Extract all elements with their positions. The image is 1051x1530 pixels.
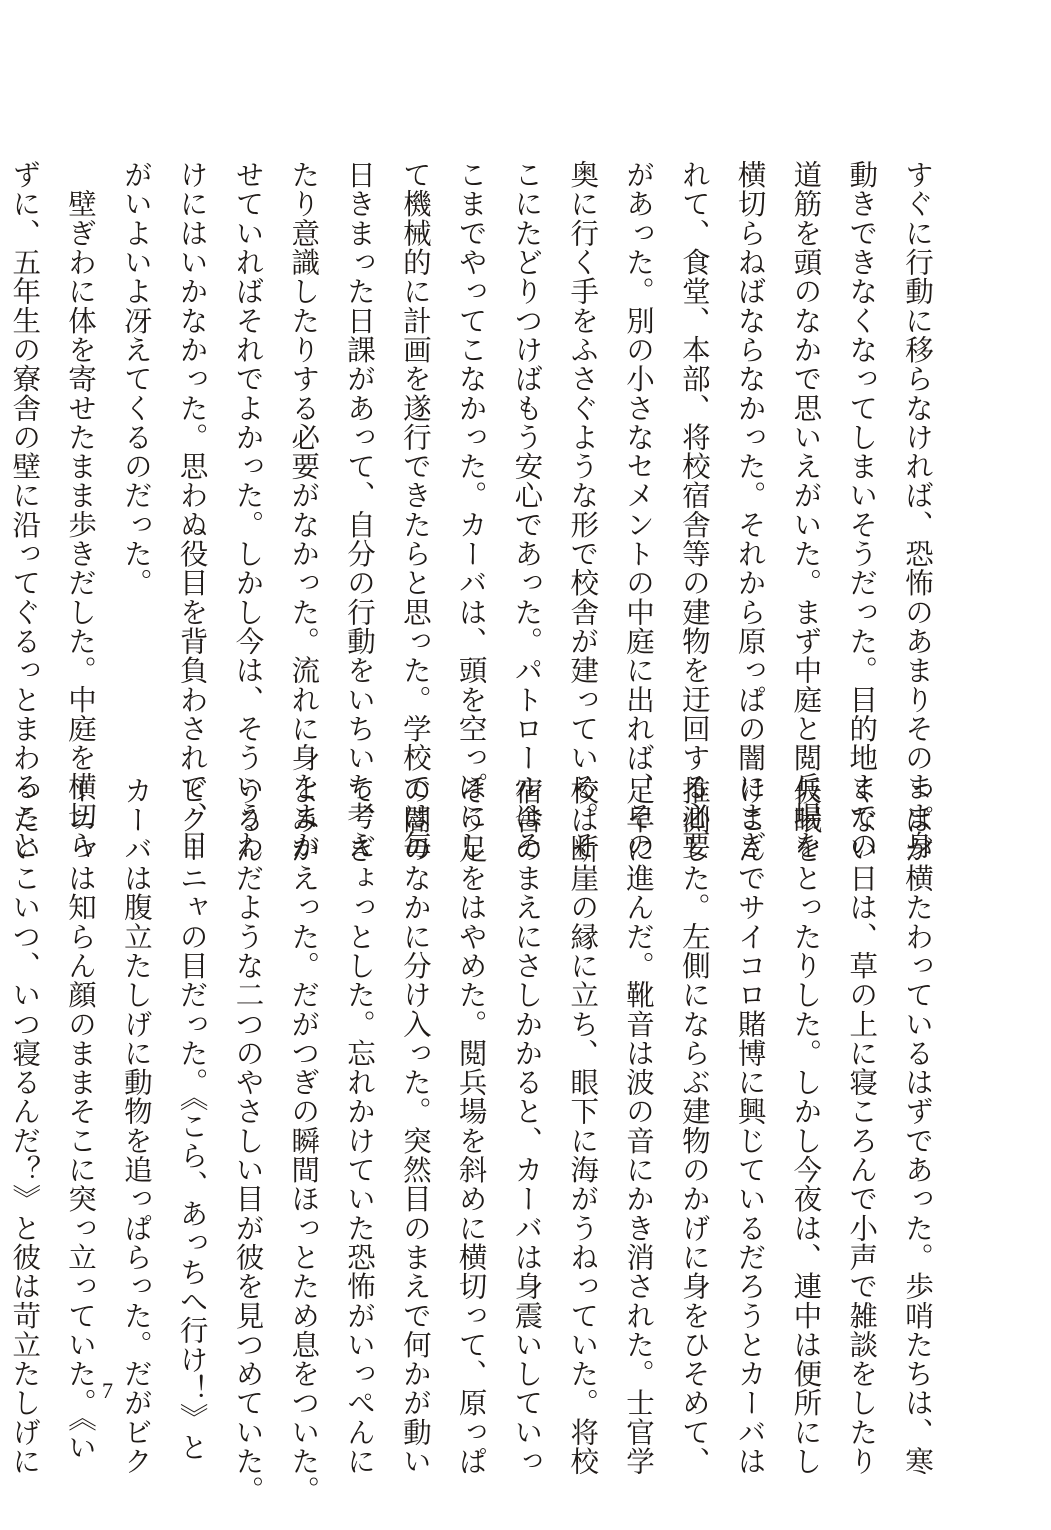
text-line: けにはいかなかった。思わぬ役目を背負わされて、目 [175, 160, 209, 860]
text-line: こにたどりつけばもう安心であった。パトロールはそ [510, 160, 544, 860]
text-line: けこんでサイコロ賭博に興じているだろうとカーバは [733, 776, 767, 1476]
text-line: て、ぎょっとした。忘れかけていた恐怖がいっぺんに [343, 776, 377, 1476]
lower-text-block [8, 776, 945, 1505]
text-line: 足早に進んだ。靴音は波の音にかき消された。士官学 [622, 776, 656, 1476]
text-line: せていればそれでよかった。しかし今は、そういうわ [231, 160, 265, 860]
text-line: っぱが横たわっているはずであった。歩哨たちは、寒 [901, 776, 934, 1476]
text-line: よみがえった。だがつぎの瞬間ほっとため息をついた。 [287, 776, 321, 1505]
upper-text-block [8, 160, 945, 860]
text-line: くない日は、草の上に寝ころんで小声で雑談をしたり [845, 776, 879, 1476]
text-line: 動きできなくなってしまいそうだった。目的地までの [845, 160, 879, 860]
text-line: こまでやってこなかった。カーバは、頭を空っぽにし [454, 160, 488, 860]
lower-vertical-text [8, 776, 945, 1505]
text-line: がいよいよ冴えてくるのだった。 [119, 160, 153, 598]
text-line: 壁ぎわに体を寄せたまま歩きだした。中庭を横切ら [64, 160, 98, 860]
text-line: うるんだような二つのやさしい目が彼を見つめていた。 [231, 776, 265, 1505]
text-line: ずに、五年生の寮舎の壁に沿ってぐるっとまわること [8, 160, 42, 860]
text-line: 道筋を頭のなかで思いえがいた。まず中庭と閲兵場を [789, 160, 823, 860]
page-number: 7 [102, 1378, 113, 1403]
text-line: ったいこいつ、いつ寝るんだ？》と彼は苛立たしげに [8, 776, 42, 1476]
upper-vertical-text [8, 160, 945, 860]
text-line: ーニャは知らん顔のままそこに突っ立っていた。《い [64, 776, 98, 1462]
text-line: 奥に行く手をふさぐような形で校舎が建っている。そ [566, 160, 600, 860]
text-line: カーバは腹立たしげに動物を追っぱらった。だがビク [119, 776, 153, 1476]
text-line: の闇のなかに分け入った。突然目のまえで何かが動い [398, 776, 432, 1476]
text-line: 推測した。左側にならぶ建物のかげに身をひそめて、 [677, 776, 711, 1476]
text-line: れて、食堂、本部、将校宿舎等の建物を迂回する必要 [677, 160, 711, 860]
text-line: 仮眠をとったりした。しかし今夜は、連中は便所にし [789, 776, 823, 1476]
text-line: て機械的に計画を遂行できたらと思った。学校では毎 [398, 160, 432, 860]
text-line: すぐに行動に移らなければ、恐怖のあまりそのまま身 [901, 160, 934, 860]
text-line: があった。別の小さなセメントの中庭に出れば、その [622, 160, 656, 860]
text-line: 校は断崖の縁に立ち、眼下に海がうねっていた。将校 [566, 776, 600, 1476]
text-line: 横切らねばならなかった。それから原っぱの闇にまぎ [733, 160, 767, 860]
text-line: 日きまった日課があって、自分の行動をいちいち考え [343, 160, 377, 860]
text-line: そう足をはやめた。閲兵場を斜めに横切って、原っぱ [454, 776, 488, 1476]
text-line: 宿舎のまえにさしかかると、カーバは身震いしていっ [510, 776, 544, 1476]
text-line: たり意識したりする必要がなかった。流れに身をまか [287, 160, 321, 860]
text-line: ビクーニャの目だった。《こら、あっちへ行け！》と [175, 776, 209, 1462]
